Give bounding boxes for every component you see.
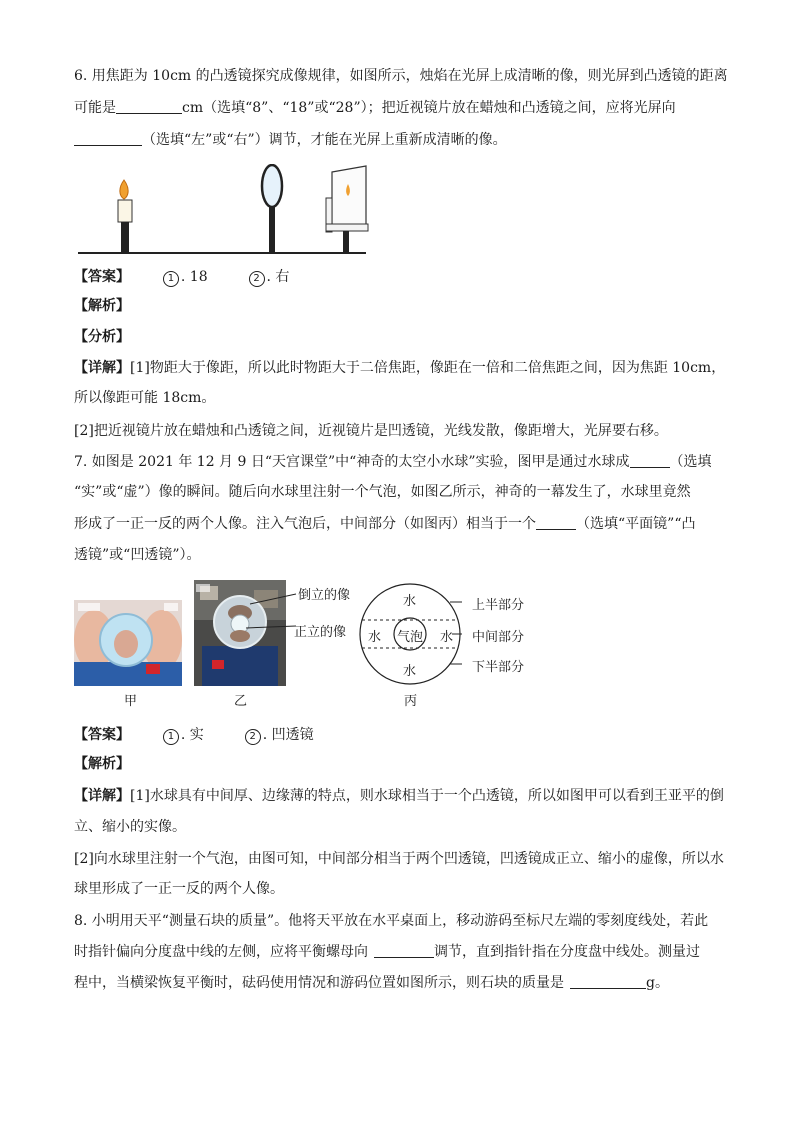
lens-experiment-figure — [74, 164, 374, 260]
convex-lens-icon — [262, 165, 282, 253]
q6-jiexi: 【解析】 — [74, 298, 130, 314]
answer-number-1: 1 — [163, 271, 179, 287]
q7-line3: 形成了一正一反的两个人像。注入气泡后，中间部分（如图丙）相当于一个 （选填“平面镜”“凸 — [74, 516, 696, 532]
upper-part-label: 上半部分 — [472, 598, 525, 613]
caption-bing: 丙 — [404, 694, 418, 709]
middle-part-label: 中间部分 — [472, 630, 525, 645]
answer-number-2: 2 — [249, 271, 265, 287]
q7-detail-1: 【详解】[1]水球具有中间厚、边缘薄的特点，则水球相当于一个凸透镜，所以如图甲可以看到王亚平的倒 — [74, 788, 724, 804]
water-bottom-label: 水 — [403, 664, 417, 679]
photo-jia — [74, 600, 182, 686]
answer-number-2: 2 — [245, 729, 261, 745]
q7-detail-2: [2]向水球里注射一个气泡，由图可知，中间部分相当于两个凹透镜，凹透镜成正立、缩小的虚像，所以水 — [74, 851, 724, 867]
q8-line3: 程中，当横梁恢复平衡时，砝码使用情况和游码位置如图所示，则石块的质量是 g。 — [74, 975, 669, 991]
q7-answer: 【答案】 1 . 实 2 . 凹透镜 — [74, 727, 314, 743]
water-right-label: 水 — [440, 630, 454, 645]
lower-part-label: 下半部分 — [472, 660, 525, 675]
q6-detail-1: 【详解】[1]物距大于像距，所以此时物距大于二倍焦距，像距在一倍和二倍焦距之间，因为焦距 10cm， — [74, 360, 726, 376]
q6-blank-2[interactable] — [74, 131, 142, 146]
q6-blank-1[interactable] — [116, 99, 182, 114]
photo-yi-pointer-lines — [240, 590, 302, 640]
caption-yi: 乙 — [234, 694, 248, 709]
q6-fenxi: 【分析】 — [74, 329, 130, 345]
caption-jia: 甲 — [124, 694, 138, 709]
q7-line4: 透镜”或“凹透镜”）。 — [74, 547, 201, 563]
bubble-label: 气泡 — [397, 630, 424, 645]
water-left-label: 水 — [368, 630, 382, 645]
q8-line2: 时指针偏向分度盘中线的左侧，应将平衡螺母向 调节，直到指针指在分度盘中线处。测量过 — [74, 944, 700, 960]
candle-icon — [118, 180, 132, 253]
q6-line1: 6. 用焦距为 10cm 的凸透镜探究成像规律，如图所示，烛焰在光屏上成清晰的像，则光屏到凸透镜的距离 — [74, 68, 728, 84]
q7-line2: “实”或“虚”）像的瞬间。随后向水球里注射一个气泡，如图乙所示，神奇的一幕发生了，水球里竟然 — [74, 484, 691, 500]
light-screen-icon — [326, 166, 368, 253]
q8-blank-1[interactable] — [374, 943, 434, 958]
answer-number-1: 1 — [163, 729, 179, 745]
label-upright-image: 正立的像 — [294, 625, 347, 640]
q6-detail-2: [2]把近视镜片放在蜡烛和凸透镜之间，近视镜片是凹透镜，光线发散，像距增大，光屏要右移。 — [74, 423, 668, 439]
q7-line1: 7. 如图是 2021 年 12 月 9 日“天宫课堂”中“神奇的太空小水球”实验，图甲是通过水球成 （选填 — [74, 454, 712, 470]
label-inverted-image: 倒立的像 — [298, 588, 351, 603]
q7-jiexi: 【解析】 — [74, 756, 130, 772]
q7-detail-1b: 立、缩小的实像。 — [74, 819, 186, 835]
q8-blank-2[interactable] — [570, 974, 646, 989]
q6-line3: （选填“左”或“右”）调节，才能在光屏上重新成清晰的像。 — [74, 130, 722, 150]
q8-line1: 8. 小明用天平“测量石块的质量”。他将天平放在水平桌面上，移动游码至标尺左端的零刻度线处，若此 — [74, 913, 709, 929]
q6-detail-1b: 所以像距可能 18cm。 — [74, 390, 216, 406]
q7-blank-1[interactable] — [630, 453, 670, 468]
q6-answer: 【答案】 1 . 18 2 . 右 — [74, 269, 290, 285]
water-top-label: 水 — [403, 594, 417, 609]
q7-detail-2b: 球里形成了一正一反的两个人像。 — [74, 881, 284, 897]
q7-blank-2[interactable] — [536, 515, 576, 530]
q6-line2: 可能是 cm（选填“8”、“18”或“28”）；把近视镜片放在蜡烛和凸透镜之间，应将光屏向 — [74, 100, 676, 116]
